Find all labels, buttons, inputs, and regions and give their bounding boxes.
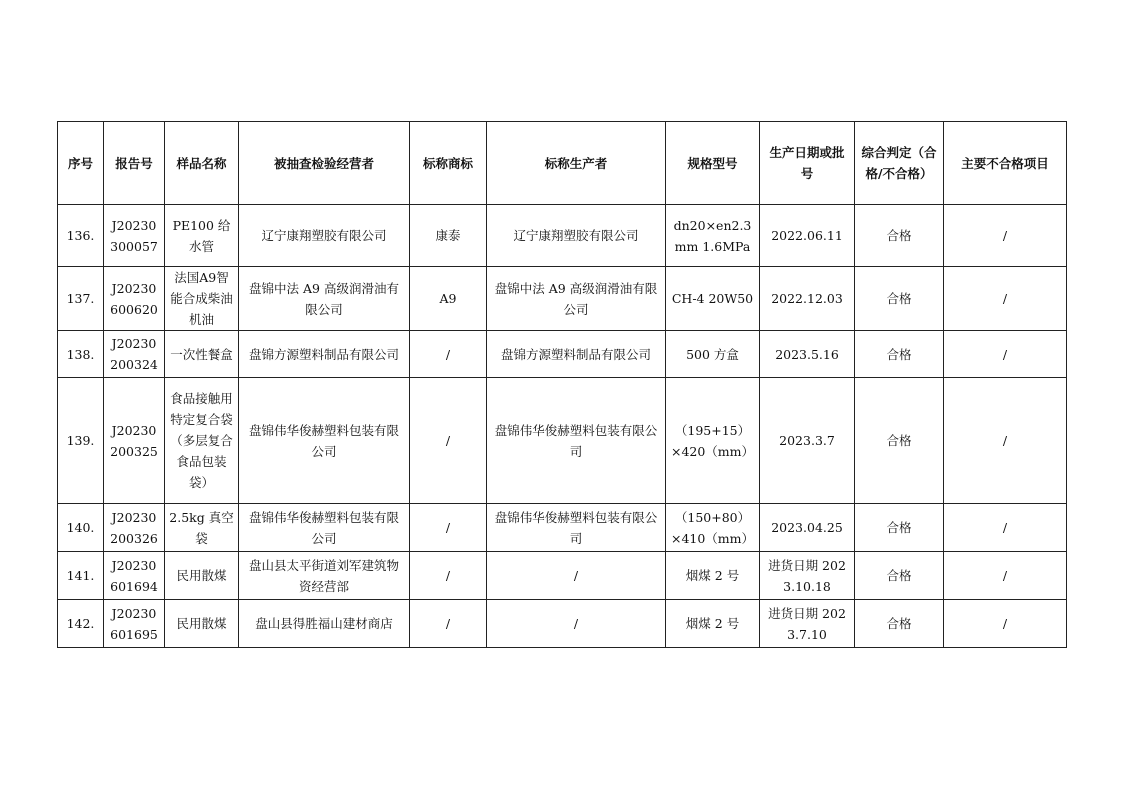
row-main-failures: / (944, 267, 1067, 331)
row-spec: 烟煤 2 号 (666, 552, 760, 600)
row-index: 138. (58, 331, 104, 378)
row-sample-name: 食品接触用特定复合袋（多层复合食品包装袋） (165, 378, 239, 504)
row-production-date: 2022.12.03 (760, 267, 855, 331)
header-row (58, 122, 1067, 205)
row-brand: 康泰 (410, 205, 487, 267)
row-main-failures: / (944, 600, 1067, 648)
table-row (58, 267, 1067, 331)
row-spec: 500 方盒 (666, 331, 760, 378)
row-production-date: 2022.06.11 (760, 205, 855, 267)
row-brand: / (410, 600, 487, 648)
row-inspected-operator: 辽宁康翔塑胶有限公司 (239, 205, 410, 267)
row-index: 142. (58, 600, 104, 648)
row-manufacturer: 盘锦伟华俊赫塑料包装有限公司 (487, 504, 666, 552)
table-row (58, 600, 1067, 648)
row-inspected-operator: 盘锦方源塑料制品有限公司 (239, 331, 410, 378)
row-report-no: J20230600620 (104, 267, 165, 331)
row-sample-name: PE100 给水管 (165, 205, 239, 267)
table-row (58, 378, 1067, 504)
header-report-no: 报告号 (104, 122, 165, 205)
header-spec: 规格型号 (666, 122, 760, 205)
header-brand: 标称商标 (410, 122, 487, 205)
row-inspected-operator: 盘山县太平街道刘军建筑物资经营部 (239, 552, 410, 600)
header-inspected-operator: 被抽查检验经营者 (239, 122, 410, 205)
row-index: 139. (58, 378, 104, 504)
row-spec: （195+15）×420（mm） (666, 378, 760, 504)
row-sample-name: 一次性餐盒 (165, 331, 239, 378)
row-verdict: 合格 (855, 504, 944, 552)
row-main-failures: / (944, 378, 1067, 504)
row-inspected-operator: 盘山县得胜福山建材商店 (239, 600, 410, 648)
row-production-date: 2023.04.25 (760, 504, 855, 552)
row-brand: / (410, 331, 487, 378)
header-index: 序号 (58, 122, 104, 205)
row-verdict: 合格 (855, 331, 944, 378)
row-sample-name: 法国A9智能合成柴油机油 (165, 267, 239, 331)
row-main-failures: / (944, 331, 1067, 378)
row-manufacturer: / (487, 600, 666, 648)
header-manufacturer: 标称生产者 (487, 122, 666, 205)
row-index: 141. (58, 552, 104, 600)
row-spec: CH-4 20W50 (666, 267, 760, 331)
row-spec: （150+80）×410（mm） (666, 504, 760, 552)
header-production-date: 生产日期或批号 (760, 122, 855, 205)
row-verdict: 合格 (855, 267, 944, 331)
row-report-no: J20230601695 (104, 600, 165, 648)
row-index: 136. (58, 205, 104, 267)
row-report-no: J20230601694 (104, 552, 165, 600)
header-verdict: 综合判定（合格/不合格） (855, 122, 944, 205)
row-index: 140. (58, 504, 104, 552)
row-verdict: 合格 (855, 552, 944, 600)
table-row (58, 504, 1067, 552)
row-brand: / (410, 378, 487, 504)
row-inspected-operator: 盘锦伟华俊赫塑料包装有限公司 (239, 504, 410, 552)
row-brand: / (410, 504, 487, 552)
row-report-no: J20230200324 (104, 331, 165, 378)
row-verdict: 合格 (855, 205, 944, 267)
row-manufacturer: 辽宁康翔塑胶有限公司 (487, 205, 666, 267)
row-brand: A9 (410, 267, 487, 331)
row-sample-name: 民用散煤 (165, 552, 239, 600)
row-manufacturer: / (487, 552, 666, 600)
row-production-date: 进货日期 2023.10.18 (760, 552, 855, 600)
table-row (58, 552, 1067, 600)
header-sample-name: 样品名称 (165, 122, 239, 205)
row-sample-name: 2.5kg 真空袋 (165, 504, 239, 552)
row-report-no: J20230300057 (104, 205, 165, 267)
row-main-failures: / (944, 504, 1067, 552)
row-manufacturer: 盘锦方源塑料制品有限公司 (487, 331, 666, 378)
row-index: 137. (58, 267, 104, 331)
row-main-failures: / (944, 552, 1067, 600)
row-verdict: 合格 (855, 378, 944, 504)
row-production-date: 2023.3.7 (760, 378, 855, 504)
row-report-no: J20230200325 (104, 378, 165, 504)
row-spec: dn20×en2.3mm 1.6MPa (666, 205, 760, 267)
row-brand: / (410, 552, 487, 600)
row-main-failures: / (944, 205, 1067, 267)
row-production-date: 进货日期 2023.7.10 (760, 600, 855, 648)
row-inspected-operator: 盘锦中法 A9 高级润滑油有限公司 (239, 267, 410, 331)
table-row (58, 331, 1067, 378)
row-manufacturer: 盘锦伟华俊赫塑料包装有限公司 (487, 378, 666, 504)
header-main-failures: 主要不合格项目 (944, 122, 1067, 205)
row-report-no: J20230200326 (104, 504, 165, 552)
row-production-date: 2023.5.16 (760, 331, 855, 378)
row-inspected-operator: 盘锦伟华俊赫塑料包装有限公司 (239, 378, 410, 504)
row-spec: 烟煤 2 号 (666, 600, 760, 648)
row-verdict: 合格 (855, 600, 944, 648)
inspection-results-table (57, 121, 1067, 648)
table-row (58, 205, 1067, 267)
row-sample-name: 民用散煤 (165, 600, 239, 648)
row-manufacturer: 盘锦中法 A9 高级润滑油有限公司 (487, 267, 666, 331)
